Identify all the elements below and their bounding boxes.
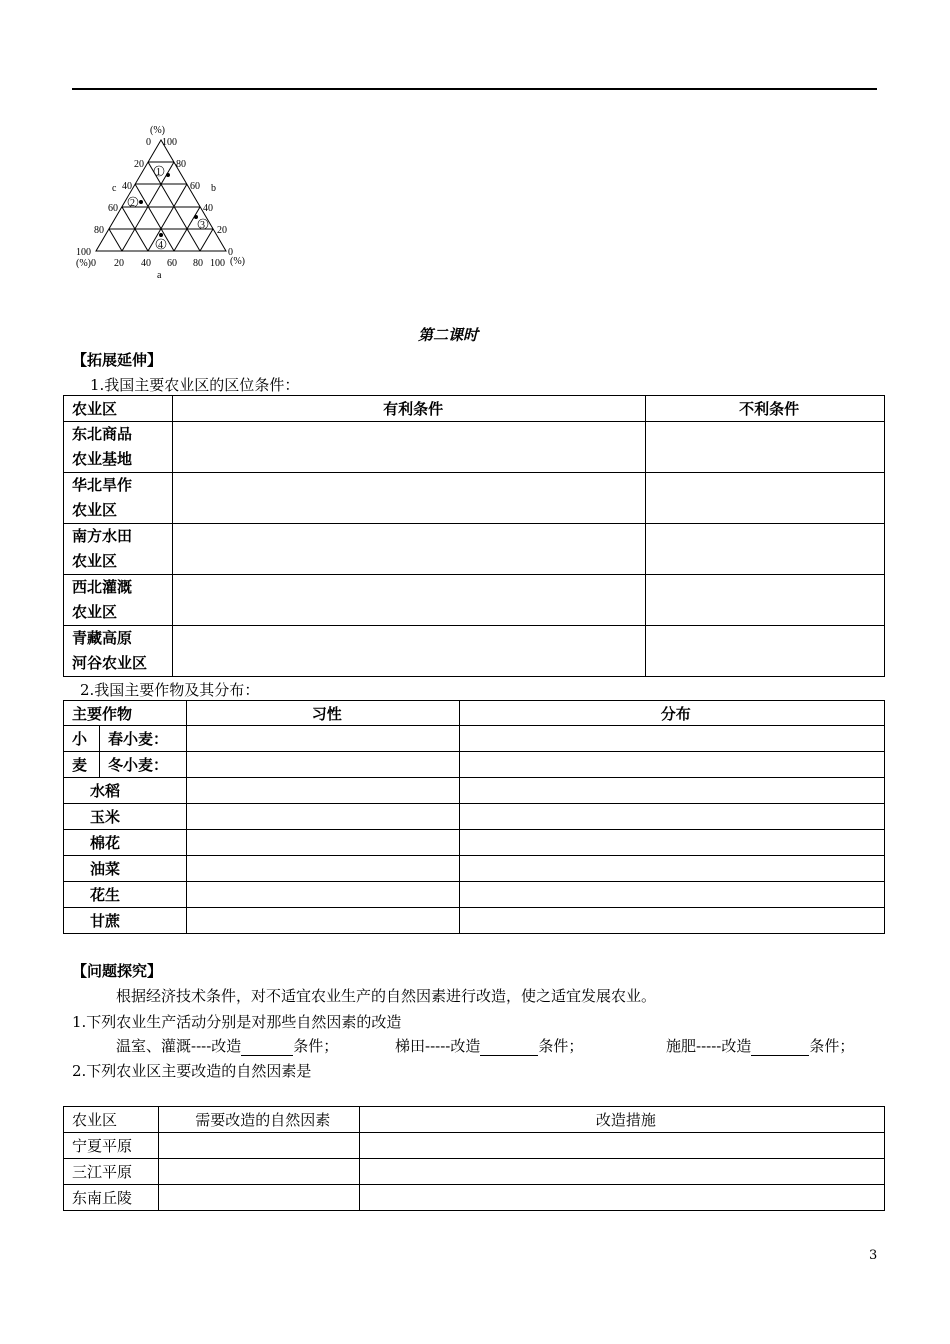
t2-habit-cell[interactable] xyxy=(186,726,459,752)
t1-region-cell xyxy=(64,422,173,473)
diagram-left-tick: 80 xyxy=(94,225,104,236)
t1-header-favorable: 有利条件 xyxy=(172,396,645,422)
t2-distribution-cell[interactable] xyxy=(459,856,884,882)
t1-region-cell xyxy=(64,473,173,524)
diagram-right-tick: 20 xyxy=(217,225,227,236)
t2-crop-name: 花生 xyxy=(64,882,187,908)
t1-favorable-cell[interactable] xyxy=(172,626,645,677)
item1-text: 温室、灌溉----改造 xyxy=(116,1037,242,1055)
diagram-left-tick: 100 xyxy=(76,247,91,258)
t1-region-line2: 农业区 xyxy=(72,501,118,519)
diagram-top-0: 0 xyxy=(146,137,151,148)
t3-factor-cell[interactable] xyxy=(158,1133,359,1159)
point-3-label: 3 xyxy=(200,220,205,231)
t3-factor-cell[interactable] xyxy=(158,1159,359,1185)
point-2-label: 2 xyxy=(130,198,135,209)
page-number: 3 xyxy=(869,1248,878,1263)
t2-distribution-cell[interactable] xyxy=(459,752,884,778)
t2-habit-cell[interactable] xyxy=(186,882,459,908)
diagram-unit-right: (%) xyxy=(230,256,245,267)
table-row xyxy=(64,524,885,575)
t2-distribution-cell[interactable] xyxy=(459,882,884,908)
t1-unfavorable-cell[interactable] xyxy=(646,575,885,626)
item1-suffix: 条件； xyxy=(293,1037,339,1055)
item3-text: 施肥-----改造 xyxy=(666,1037,752,1055)
lesson-title: 第二课时 xyxy=(418,326,479,344)
t1-region-line1: 华北旱作 xyxy=(72,476,133,494)
t1-region-cell xyxy=(64,626,173,677)
table-row xyxy=(64,882,885,908)
table-row xyxy=(64,726,885,752)
t2-habit-cell[interactable] xyxy=(186,856,459,882)
inquiry-q1: 1.下列农业生产活动分别是对那些自然因素的改造 xyxy=(72,1013,402,1031)
item2-suffix: 条件； xyxy=(538,1037,584,1055)
t2-header-habit: 习性 xyxy=(186,701,459,726)
diagram-bottom-tick: 40 xyxy=(141,258,151,269)
diagram-axis-c: c xyxy=(112,183,117,194)
t3-region-name: 宁夏平原 xyxy=(64,1133,159,1159)
t1-region-line1: 西北灌溉 xyxy=(72,578,133,596)
table-row xyxy=(64,830,885,856)
t3-header-region: 农业区 xyxy=(64,1107,159,1133)
t2-crop-name: 甘蔗 xyxy=(64,908,187,934)
header-rule xyxy=(72,88,877,90)
t2-habit-cell[interactable] xyxy=(186,804,459,830)
inquiry-item-1 xyxy=(116,1035,338,1056)
diagram-bottom-tick: 20 xyxy=(114,258,124,269)
item2-blank[interactable] xyxy=(480,1041,538,1056)
t1-favorable-cell[interactable] xyxy=(172,422,645,473)
inquiry-intro: 根据经济技术条件，对不适宜农业生产的自然因素进行改造，使之适宜发展农业。 xyxy=(116,987,657,1005)
diagram-right-tick: 60 xyxy=(190,181,200,192)
transform-table xyxy=(63,1106,885,1211)
agri-conditions-table xyxy=(63,395,885,677)
t2-habit-cell[interactable] xyxy=(186,752,459,778)
t2-spring-wheat: 春小麦： xyxy=(99,726,186,752)
t3-measures-cell[interactable] xyxy=(359,1185,884,1211)
t1-region-line1: 南方水田 xyxy=(72,527,133,545)
table-row xyxy=(64,1159,885,1185)
table-row xyxy=(64,856,885,882)
point-1-label: 1 xyxy=(156,167,161,178)
table-row xyxy=(64,1185,885,1211)
point-3-dot xyxy=(194,215,198,219)
t2-wheat-label-2: 麦 xyxy=(64,752,100,778)
t2-crop-name: 玉米 xyxy=(64,804,187,830)
t1-region-cell xyxy=(64,524,173,575)
t3-measures-cell[interactable] xyxy=(359,1133,884,1159)
item3-blank[interactable] xyxy=(751,1041,809,1056)
t3-factor-cell[interactable] xyxy=(158,1185,359,1211)
point-4-label: 4 xyxy=(158,240,163,251)
diagram-axis-a: a xyxy=(157,270,162,280)
t2-distribution-cell[interactable] xyxy=(459,778,884,804)
table-row xyxy=(64,626,885,677)
t2-crop-name: 油菜 xyxy=(64,856,187,882)
t2-winter-wheat: 冬小麦： xyxy=(99,752,186,778)
diagram-left-tick: 20 xyxy=(134,159,144,170)
diagram-right-tick: 40 xyxy=(203,203,213,214)
t3-header-factor: 需要改造的自然因素 xyxy=(158,1107,359,1133)
t1-region-line2: 河谷农业区 xyxy=(72,654,148,672)
t1-unfavorable-cell[interactable] xyxy=(646,626,885,677)
t1-unfavorable-cell[interactable] xyxy=(646,524,885,575)
table-row xyxy=(64,473,885,524)
t1-favorable-cell[interactable] xyxy=(172,575,645,626)
t2-crop-name: 棉花 xyxy=(64,830,187,856)
t2-distribution-cell[interactable] xyxy=(459,726,884,752)
t2-header-distribution: 分布 xyxy=(459,701,884,726)
table-row xyxy=(64,1133,885,1159)
inquiry-item-3 xyxy=(666,1035,854,1056)
table-row xyxy=(64,778,885,804)
t1-unfavorable-cell[interactable] xyxy=(646,422,885,473)
t1-region-line2: 农业区 xyxy=(72,603,118,621)
ternary-diagram xyxy=(70,120,260,284)
table-row xyxy=(64,804,885,830)
t1-region-line2: 农业区 xyxy=(72,552,118,570)
extension-q1: 1.我国主要农业区的区位条件： xyxy=(90,376,300,394)
crops-table xyxy=(63,700,885,934)
item1-blank[interactable] xyxy=(241,1041,293,1056)
t3-measures-cell[interactable] xyxy=(359,1159,884,1185)
table-row xyxy=(64,422,885,473)
table-row xyxy=(64,575,885,626)
t1-region-line2: 农业基地 xyxy=(72,450,133,468)
t1-region-line1: 青藏高原 xyxy=(72,629,133,647)
diagram-axis-b: b xyxy=(211,183,216,194)
inquiry-item-2 xyxy=(395,1035,583,1056)
t2-distribution-cell[interactable] xyxy=(459,830,884,856)
t2-habit-cell[interactable] xyxy=(186,908,459,934)
diagram-bottom-tick: 100 xyxy=(210,258,225,269)
t1-region-line1: 东北商品 xyxy=(72,425,133,443)
t1-favorable-cell[interactable] xyxy=(172,473,645,524)
extension-q2: 2.我国主要作物及其分布： xyxy=(80,681,260,699)
point-1-dot xyxy=(166,173,170,177)
inquiry-heading: 【问题探究】 xyxy=(72,962,163,980)
diagram-bottom-tick: (%)0 xyxy=(76,258,96,269)
t3-region-name: 三江平原 xyxy=(64,1159,159,1185)
t2-wheat-label-1: 小 xyxy=(64,726,100,752)
t2-distribution-cell[interactable] xyxy=(459,804,884,830)
table-row xyxy=(64,908,885,934)
extension-heading: 【拓展延伸】 xyxy=(72,351,163,369)
diagram-left-tick: 40 xyxy=(122,181,132,192)
diagram-right-tick: 0 xyxy=(228,247,233,258)
t1-region-cell xyxy=(64,575,173,626)
t2-distribution-cell[interactable] xyxy=(459,908,884,934)
diagram-left-tick: 60 xyxy=(108,203,118,214)
table-row xyxy=(64,752,885,778)
t1-header-unfavorable: 不利条件 xyxy=(646,396,885,422)
t3-header-measures: 改造措施 xyxy=(359,1107,884,1133)
t2-habit-cell[interactable] xyxy=(186,778,459,804)
diagram-bottom-tick: 80 xyxy=(193,258,203,269)
diagram-right-tick: 80 xyxy=(176,159,186,170)
diagram-bottom-tick: 60 xyxy=(167,258,177,269)
ternary-svg xyxy=(70,120,260,280)
point-4-dot xyxy=(159,233,163,237)
t1-header-region: 农业区 xyxy=(64,396,173,422)
inquiry-q2: 2.下列农业区主要改造的自然因素是 xyxy=(72,1062,312,1080)
t2-habit-cell[interactable] xyxy=(186,830,459,856)
t2-crop-name: 水稻 xyxy=(64,778,187,804)
item3-suffix: 条件； xyxy=(809,1037,855,1055)
diagram-unit-top: (%) xyxy=(150,125,165,136)
point-2-dot xyxy=(139,200,143,204)
diagram-top-100: 100 xyxy=(162,137,177,148)
item2-text: 梯田-----改造 xyxy=(395,1037,481,1055)
t2-header-crop: 主要作物 xyxy=(64,701,187,726)
t3-region-name: 东南丘陵 xyxy=(64,1185,159,1211)
t1-favorable-cell[interactable] xyxy=(172,524,645,575)
t1-unfavorable-cell[interactable] xyxy=(646,473,885,524)
